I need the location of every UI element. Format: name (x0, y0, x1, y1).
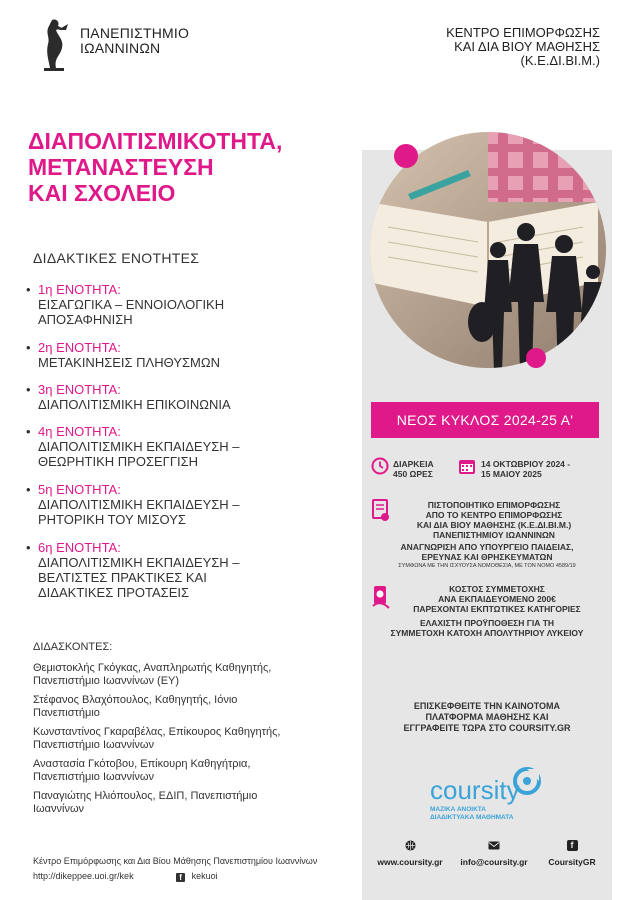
certificate-info (394, 500, 594, 540)
visit-line3: ΕΓΓΡΑΦΕΙΤΕ ΤΩΡΑ ΣΤΟ COURSITY.GR (403, 723, 571, 733)
contacts-row (362, 840, 612, 876)
center-name-line3: (Κ.Ε.ΔΙ.ΒΙ.Μ.) (520, 53, 600, 68)
teacher-line: Πανεπιστήμιο (33, 707, 100, 719)
list-item (33, 758, 250, 784)
unit-title: 4η ΕΝΟΤΗΤΑ: (38, 424, 121, 439)
unit-description: ΜΕΤΑΚΙΝΗΣΕΙΣ ΠΛΗΘΥΣΜΩΝ (38, 355, 220, 370)
email-icon (488, 840, 500, 851)
coursity-logo[interactable] (430, 772, 550, 828)
teacher-line: Θεμιστοκλής Γκόγκας, Αναπληρωτής Καθηγητής, (33, 662, 272, 674)
bullet: • (26, 382, 31, 397)
email-link[interactable]: info@coursity.gr (460, 857, 528, 867)
footer-facebook-link[interactable]: kekuoi (191, 871, 218, 881)
recognition-info (372, 542, 602, 570)
facebook-link[interactable]: CoursityGR (548, 857, 596, 867)
teacher-line: Ιωαννίνων (33, 803, 85, 815)
teacher-line: Στέφανος Βλαχόπουλος, Καθηγητής, Ιόνιο (33, 694, 238, 706)
university-logo-icon (38, 16, 74, 72)
globe-icon (405, 840, 416, 851)
unit-title: 2η ΕΝΟΤΗΤΑ: (38, 340, 121, 355)
recognition-line2: ΕΡΕΥΝΑΣ ΚΑΙ ΘΡΗΣΚΕΥΜΑΤΩΝ (421, 552, 553, 562)
unit-title: 1η ΕΝΟΤΗΤΑ: (38, 282, 121, 297)
page-title (28, 128, 348, 206)
certificate-line3: ΚΑΙ ΔΙΑ ΒΙΟΥ ΜΑΘΗΣΗΣ (Κ.Ε.ΔΙ.ΒΙ.Μ.) (416, 520, 572, 530)
email-contact[interactable] (452, 840, 536, 867)
units-heading: ΔΙΔΑΚΤΙΚΕΣ ΕΝΟΤΗΤΕΣ (33, 250, 200, 266)
duration-line2: 450 ΩΡΕΣ (393, 469, 433, 479)
unit-description: ΕΙΣΑΓΩΓΙΚΑ – ΕΝΝΟΙΟΛΟΓΙΚΗ ΑΠΟΣΑΦΗΝΙΣΗ (38, 297, 225, 327)
university-name (80, 26, 189, 56)
list-item (26, 424, 240, 469)
certificate-icon (371, 498, 391, 524)
duration-line1: ΔΙΑΡΚΕΙΑ (393, 459, 434, 469)
unit-description: ΔΙΑΠΟΛΙΤΙΣΜΙΚΗ ΕΠΙΚΟΙΝΩΝΙΑ (38, 397, 231, 412)
footer-url-link[interactable]: http://dikeppee.uoi.gr/kek (33, 871, 134, 881)
list-item (26, 340, 220, 370)
coursity-tagline-line2: ΔΙΑΔΙΚΤΥΑΚΑ ΜΑΘΗΜΑΤΑ (430, 814, 514, 821)
website-contact[interactable] (368, 840, 452, 867)
coursity-tagline (430, 806, 513, 822)
requirement-info (372, 618, 602, 638)
center-name (360, 26, 600, 68)
cost-line1: ΚΟΣΤΟΣ ΣΥΜΜΕΤΟΧΗΣ (449, 584, 545, 594)
visit-info (372, 701, 602, 734)
unit-title: 6η ΕΝΟΤΗΤΑ: (38, 540, 121, 555)
duration (393, 459, 453, 479)
dates-line2: 15 ΜΑΙΟΥ 2025 (481, 469, 542, 479)
bullet: • (26, 340, 31, 355)
teachers-heading: ΔΙΔΑΣΚΟΝΤΕΣ: (33, 641, 113, 653)
teacher-line: Παναγιώτης Ηλιόπουλος, ΕΔΙΠ, Πανεπιστήμιο (33, 790, 258, 802)
bullet: • (26, 282, 31, 297)
footer-links (33, 871, 218, 882)
page-title-line3: ΚΑΙ ΣΧΟΛΕΙΟ (28, 180, 176, 206)
dates-line1: 14 ΟΚΤΩΒΡΙΟΥ 2024 - (481, 459, 571, 469)
center-name-line2: ΚΑΙ ΔΙΑ ΒΙΟΥ ΜΑΘΗΣΗΣ (454, 39, 600, 54)
unit-description: ΔΙΑΠΟΛΙΤΙΣΜΙΚΗ ΕΚΠΑΙΔΕΥΣΗ – ΘΕΩΡΗΤΙΚΗ ΠΡΟΣΕΓΓΙΣΗ (38, 439, 240, 469)
bullet: • (26, 424, 31, 439)
decor-dot (526, 348, 546, 368)
facebook-icon: f (176, 873, 185, 882)
requirement-line1: ΕΛΑΧΙΣΤΗ ΠΡΟΫΠΟΘΕΣΗ ΓΙΑ ΤΗ (419, 618, 555, 628)
unit-title: 5η ΕΝΟΤΗΤΑ: (38, 482, 121, 497)
teacher-line: Αναστασία Γκότοβου, Επίκουρη Καθηγήτρια, (33, 758, 251, 770)
teacher-line: Πανεπιστήμιο Ιωαννίνων (33, 739, 154, 751)
coursity-tagline-line1: ΜΑΖΙΚΑ ΑΝΟΙΚΤΑ (430, 806, 486, 813)
list-item (33, 726, 280, 752)
decor-dot (394, 144, 418, 168)
recognition-line1: ΑΝΑΓΝΩΡΙΣΗ ΑΠΟ ΥΠΟΥΡΓΕΙΟ ΠΑΙΔΕΙΑΣ, (400, 542, 574, 552)
visit-line2: ΠΛΑΤΦΟΡΜΑ ΜΑΘΗΣΗΣ ΚΑΙ (425, 712, 549, 722)
cost-info (394, 584, 600, 614)
university-name-line1: ΠΑΝΕΠΙΣΤΗΜΙΟ (80, 25, 190, 41)
university-name-line2: ΙΩΑΝΝΙΝΩΝ (80, 40, 161, 56)
website-link[interactable]: www.coursity.gr (377, 857, 443, 867)
certificate-line4: ΠΑΝΕΠΙΣΤΗΜΙΟΥ ΙΩΑΝΝΙΝΩΝ (433, 530, 555, 540)
list-item (26, 282, 224, 327)
cost-line3: ΠΑΡΕΧΟΝΤΑΙ ΕΚΠΤΩΤΙΚΕΣ ΚΑΤΗΓΟΡΙΕΣ (413, 604, 581, 614)
list-item (33, 662, 271, 688)
bullet: • (26, 482, 31, 497)
unit-description: ΔΙΑΠΟΛΙΤΙΣΜΙΚΗ ΕΚΠΑΙΔΕΥΣΗ – ΡΗΤΟΡΙΚΗ ΤΟΥ ΜΙΣΟΥΣ (38, 497, 240, 527)
list-item (33, 790, 257, 816)
page-title-line1: ΔΙΑΠΟΛΙΤΙΣΜΙΚΟΤΗΤΑ, (28, 128, 283, 154)
recognition-note: ΣΥΜΦΩΝΑ ΜΕ ΤΗΝ ΙΣΧΥΟΥΣΑ ΝΟΜΟΘΕΣΙΑ, ΜΕ ΤΟΝ ΝΟΜΟ 4589/19 (398, 563, 576, 569)
list-item (26, 382, 231, 412)
dates (481, 459, 601, 479)
cost-line2: ΑΝΑ ΕΚΠΑΙΔΕΥΟΜΕΝΟ 200€ (438, 594, 556, 604)
facebook-icon: f (567, 840, 578, 851)
teacher-line: Πανεπιστήμιο Ιωαννίνων (33, 771, 154, 783)
new-cycle-banner: ΝΕΟΣ ΚΥΚΛΟΣ 2024-25 Α' (371, 402, 599, 438)
certificate-line1: ΠΙΣΤΟΠΟΙΗΤΙΚΟ ΕΠΙΜΟΡΦΩΣΗΣ (427, 500, 561, 510)
teacher-line: Κωνσταντίνος Γκαραβέλας, Επίκουρος Καθηγητής, (33, 726, 281, 738)
list-item (33, 694, 237, 720)
bullet: • (26, 540, 31, 555)
certificate-line2: ΑΠΟ ΤΟ ΚΕΝΤΡΟ ΕΠΙΜΟΡΦΩΣΗΣ (425, 510, 563, 520)
page-title-line2: ΜΕΤΑΝΑΣΤΕΥΣΗ (28, 154, 214, 180)
center-name-line1: ΚΕΝΤΡΟ ΕΠΙΜΟΡΦΩΣΗΣ (446, 25, 600, 40)
unit-title: 3η ΕΝΟΤΗΤΑ: (38, 382, 121, 397)
footer-center-name: Κέντρο Επιμόρφωσης και Δια Βίου Μάθησης Πανεπιστημίου Ιωαννίνων (33, 856, 318, 866)
students-photo (348, 132, 620, 372)
cost-icon (371, 584, 391, 610)
list-item (26, 482, 240, 527)
requirement-line2: ΣΥΜΜΕΤΟΧΗ ΚΑΤΟΧΗ ΑΠΟΛΥΤΗΡΙΟΥ ΛΥΚΕΙΟΥ (390, 628, 584, 638)
visit-line1: ΕΠΙΣΚΕΦΘΕΙΤΕ ΤΗΝ ΚΑΙΝΟΤΟΜΑ (413, 701, 561, 711)
unit-description: ΔΙΑΠΟΛΙΤΙΣΜΙΚΗ ΕΚΠΑΙΔΕΥΣΗ – ΒΕΛΤΙΣΤΕΣ ΠΡΑΚΤΙΚΕΣ ΚΑΙ ΔΙΔΑΚΤΙΚΕΣ ΠΡΟΤΑΣΕΙΣ (38, 555, 240, 600)
calendar-icon (458, 457, 476, 475)
clock-icon (371, 457, 389, 475)
teacher-line: Πανεπιστήμιο Ιωαννίνων (ΕΥ) (33, 675, 180, 687)
coursity-wordmark: coursity (430, 775, 520, 805)
facebook-contact[interactable] (536, 840, 608, 867)
list-item (26, 540, 240, 600)
